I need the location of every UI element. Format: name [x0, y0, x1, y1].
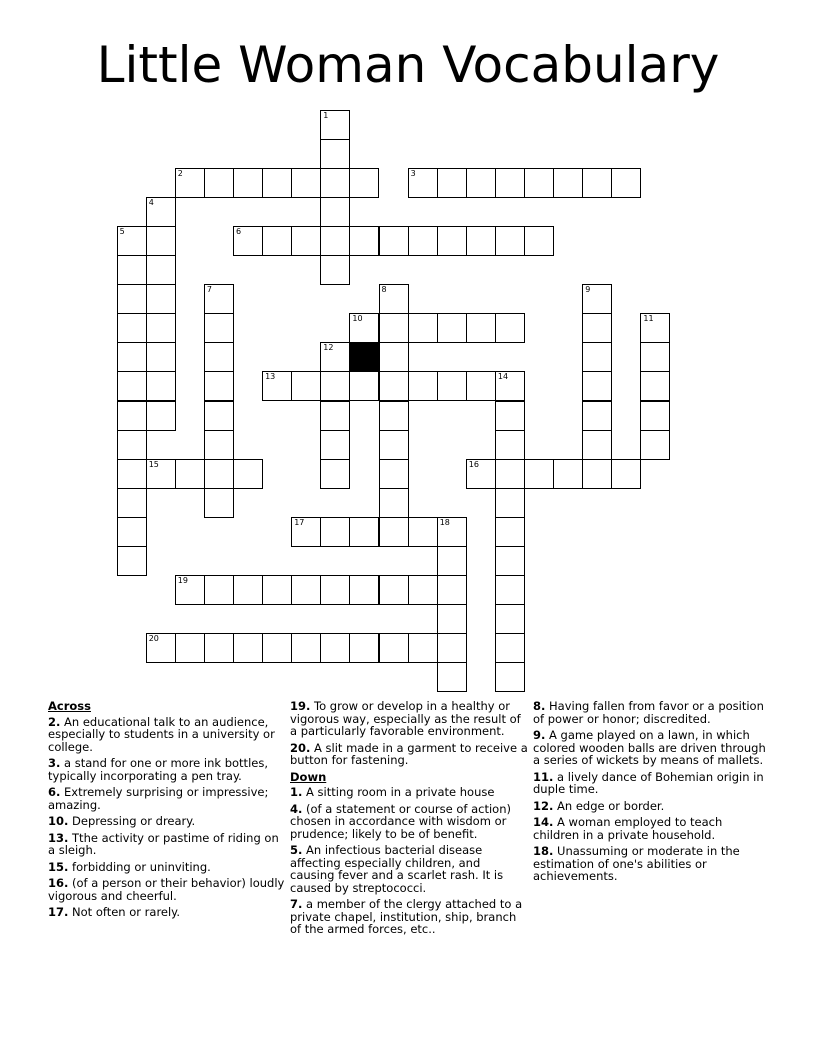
grid-cell[interactable]	[349, 226, 379, 256]
grid-cell[interactable]	[379, 633, 409, 663]
grid-cell[interactable]	[117, 226, 147, 256]
grid-cell[interactable]	[146, 459, 176, 489]
grid-cell[interactable]	[640, 313, 670, 343]
cell-number: 3	[410, 168, 416, 178]
clue-text: (of a statement or course of action) chosen in accordance with wisdom or prudence; likely to be of benefit.	[290, 801, 511, 841]
grid-cell[interactable]	[524, 226, 554, 256]
cell-number: 15	[148, 459, 159, 469]
grid-cell[interactable]	[524, 168, 554, 198]
grid-cell[interactable]	[408, 313, 438, 343]
grid-cell[interactable]	[204, 459, 234, 489]
grid-cell[interactable]	[379, 430, 409, 460]
cell-number: 8	[381, 285, 387, 295]
grid-cell[interactable]	[117, 459, 147, 489]
grid-cell[interactable]	[495, 633, 525, 663]
grid-cell[interactable]	[320, 110, 350, 140]
grid-cell[interactable]	[640, 401, 670, 431]
clue-text: Having fallen from favor or a position of power or honor; discredited.	[533, 699, 764, 726]
grid-cell[interactable]	[146, 371, 176, 401]
grid-cell[interactable]	[320, 139, 350, 169]
clue-text: To grow or develop in a healthy or vigorous way, especially as the result of a particularly favorable environment.	[290, 699, 521, 738]
grid-cell[interactable]	[204, 633, 234, 663]
grid-cell[interactable]	[582, 168, 612, 198]
across-clue	[290, 700, 528, 738]
grid-cell[interactable]	[320, 459, 350, 489]
grid-cell[interactable]	[320, 517, 350, 547]
across-clue	[290, 742, 528, 767]
cell-number: 6	[236, 226, 242, 236]
grid-cell[interactable]	[117, 371, 147, 401]
grid-cell[interactable]	[204, 430, 234, 460]
across-clue	[48, 815, 286, 828]
cell-number: 1	[323, 110, 329, 120]
down-clue	[533, 771, 769, 796]
grid-cell[interactable]	[320, 168, 350, 198]
grid-cell[interactable]	[349, 575, 379, 605]
grid-cell[interactable]	[495, 401, 525, 431]
grid-cell[interactable]	[466, 313, 496, 343]
grid-cell[interactable]	[233, 575, 263, 605]
grid-cell[interactable]	[437, 633, 467, 663]
down-clue	[290, 898, 528, 936]
clue-text: Tthe activity or pastime of riding on a sleigh.	[48, 830, 279, 857]
grid-cell[interactable]	[495, 488, 525, 518]
cell-number: 13	[265, 372, 276, 382]
cell-number: 11	[643, 314, 654, 324]
grid-cell[interactable]	[204, 284, 234, 314]
cell-number: 5	[119, 226, 125, 236]
grid-cell[interactable]	[437, 168, 467, 198]
down-clue	[290, 803, 528, 841]
grid-cell[interactable]	[204, 401, 234, 431]
clue-number: 14.	[533, 815, 554, 829]
grid-cell[interactable]	[466, 226, 496, 256]
grid-cell[interactable]	[408, 575, 438, 605]
grid-cell[interactable]	[582, 430, 612, 460]
grid-cell[interactable]	[495, 459, 525, 489]
grid-cell[interactable]	[379, 401, 409, 431]
grid-cell[interactable]	[408, 633, 438, 663]
down-clue	[533, 729, 769, 767]
clue-number: 12.	[533, 798, 554, 813]
grid-cell[interactable]	[582, 342, 612, 372]
grid-cell[interactable]	[349, 168, 379, 198]
clue-text: a lively dance of Bohemian origin in duple time.	[533, 769, 764, 796]
clue-text: An edge or border.	[553, 798, 665, 813]
puzzle-title: Little Woman Vocabulary	[96, 36, 720, 94]
grid-cell[interactable]	[437, 546, 467, 576]
grid-cell[interactable]	[611, 459, 641, 489]
grid-cell[interactable]	[495, 546, 525, 576]
cell-number: 12	[323, 343, 334, 353]
black-square	[349, 342, 379, 372]
clue-number: 8.	[533, 699, 546, 713]
grid-cell[interactable]	[640, 371, 670, 401]
grid-cell[interactable]	[117, 342, 147, 372]
grid-cell[interactable]	[175, 168, 205, 198]
across-clue	[48, 906, 286, 919]
across-heading: Across	[48, 699, 91, 713]
clue-text: Not often or rarely.	[68, 905, 181, 919]
clue-column-3	[533, 700, 769, 887]
grid-cell[interactable]	[262, 575, 292, 605]
grid-cell[interactable]	[495, 313, 525, 343]
clue-column-2	[290, 700, 528, 940]
grid-cell[interactable]	[379, 575, 409, 605]
grid-cell[interactable]	[146, 284, 176, 314]
clue-number: 19.	[290, 699, 311, 713]
grid-cell[interactable]	[117, 255, 147, 285]
grid-cell[interactable]	[320, 342, 350, 372]
grid-cell[interactable]	[495, 430, 525, 460]
grid-cell[interactable]	[117, 430, 147, 460]
grid-cell[interactable]	[408, 226, 438, 256]
grid-cell[interactable]	[233, 168, 263, 198]
grid-cell[interactable]	[320, 197, 350, 227]
clue-text: (of a person or their behavior) loudly vigorous and cheerful.	[48, 876, 285, 903]
clue-number: 1.	[290, 785, 303, 799]
clue-number: 16.	[48, 876, 69, 890]
grid-cell[interactable]	[146, 255, 176, 285]
clue-number: 5.	[290, 843, 303, 857]
grid-cell[interactable]	[117, 284, 147, 314]
grid-cell[interactable]	[291, 633, 321, 663]
down-clue	[533, 800, 769, 813]
down-clue	[290, 844, 528, 894]
grid-cell[interactable]	[233, 459, 263, 489]
clue-text: Extremely surprising or impressive; amazing.	[48, 785, 269, 812]
grid-cell[interactable]	[408, 168, 438, 198]
clue-text: A woman employed to teach children in a private household.	[533, 815, 723, 842]
grid-cell[interactable]	[117, 401, 147, 431]
grid-cell[interactable]	[408, 371, 438, 401]
clue-text: forbidding or uninviting.	[68, 859, 211, 874]
grid-cell[interactable]	[437, 313, 467, 343]
clue-text: Depressing or dreary.	[68, 814, 196, 828]
clue-number: 4.	[290, 801, 303, 816]
grid-cell[interactable]	[379, 371, 409, 401]
clue-column-1	[48, 700, 286, 923]
cell-number: 20	[148, 634, 159, 644]
grid-cell[interactable]	[233, 633, 263, 663]
grid-cell[interactable]	[146, 197, 176, 227]
clue-number: 17.	[48, 905, 69, 919]
across-clue	[48, 786, 286, 811]
grid-cell[interactable]	[320, 255, 350, 285]
grid-cell[interactable]	[495, 168, 525, 198]
grid-cell[interactable]	[437, 517, 467, 547]
grid-cell[interactable]	[291, 371, 321, 401]
grid-cell[interactable]	[146, 633, 176, 663]
clue-text: An educational talk to an audience, especially to students in a university or college.	[48, 714, 275, 754]
grid-cell[interactable]	[379, 226, 409, 256]
grid-cell[interactable]	[320, 401, 350, 431]
grid-cell[interactable]	[437, 575, 467, 605]
grid-cell[interactable]	[495, 662, 525, 692]
grid-cell[interactable]	[379, 488, 409, 518]
grid-cell[interactable]	[320, 575, 350, 605]
cell-number: 2	[177, 168, 183, 178]
grid-cell[interactable]	[204, 313, 234, 343]
grid-cell[interactable]	[146, 401, 176, 431]
across-clue	[48, 861, 286, 874]
grid-cell[interactable]	[582, 371, 612, 401]
grid-cell[interactable]	[175, 459, 205, 489]
cell-number: 4	[148, 197, 154, 207]
grid-cell[interactable]	[553, 459, 583, 489]
grid-cell[interactable]	[262, 168, 292, 198]
grid-cell[interactable]	[146, 313, 176, 343]
grid-cell[interactable]	[349, 313, 379, 343]
clue-text: A slit made in a garment to receive a button for fastening.	[290, 740, 528, 767]
cell-number: 19	[177, 576, 188, 586]
grid-cell[interactable]	[291, 575, 321, 605]
cell-number: 14	[497, 372, 509, 382]
clue-number: 11.	[533, 769, 554, 784]
grid-cell[interactable]	[262, 633, 292, 663]
grid-cell[interactable]	[408, 517, 438, 547]
cell-number: 10	[352, 314, 363, 324]
grid-cell[interactable]	[495, 575, 525, 605]
grid-cell[interactable]	[117, 313, 147, 343]
cell-number: 7	[206, 285, 212, 295]
grid-cell[interactable]	[437, 226, 467, 256]
grid-cell[interactable]	[349, 371, 379, 401]
down-clue	[290, 786, 528, 799]
grid-cell[interactable]	[437, 371, 467, 401]
grid-cell[interactable]	[437, 662, 467, 692]
grid-cell[interactable]	[466, 459, 496, 489]
grid-cell[interactable]	[349, 517, 379, 547]
clue-number: 20.	[290, 740, 311, 755]
grid-cell[interactable]	[117, 488, 147, 518]
grid-cell[interactable]	[611, 168, 641, 198]
grid-cell[interactable]	[349, 633, 379, 663]
grid-cell[interactable]	[117, 517, 147, 547]
grid-cell[interactable]	[466, 371, 496, 401]
grid-cell[interactable]	[146, 226, 176, 256]
grid-cell[interactable]	[379, 284, 409, 314]
clue-number: 6.	[48, 785, 61, 799]
down-clue	[533, 700, 769, 725]
clue-number: 2.	[48, 714, 61, 729]
grid-cell[interactable]	[524, 459, 554, 489]
grid-cell[interactable]	[175, 575, 205, 605]
grid-cell[interactable]	[495, 517, 525, 547]
grid-cell[interactable]	[495, 226, 525, 256]
grid-cell[interactable]	[320, 226, 350, 256]
clue-number: 9.	[533, 728, 546, 742]
grid-cell[interactable]	[495, 604, 525, 634]
grid-cell[interactable]	[262, 226, 292, 256]
clue-number: 15.	[48, 859, 69, 874]
grid-cell[interactable]	[146, 342, 176, 372]
grid-cell[interactable]	[175, 633, 205, 663]
across-clue	[48, 757, 286, 782]
down-clue	[533, 816, 769, 841]
grid-cell[interactable]	[495, 371, 525, 401]
cell-number: 17	[294, 517, 305, 527]
grid-cell[interactable]	[379, 459, 409, 489]
grid-cell[interactable]	[204, 371, 234, 401]
clue-number: 18.	[533, 844, 554, 858]
clue-number: 10.	[48, 814, 69, 828]
grid-cell[interactable]	[437, 604, 467, 634]
cell-number: 18	[439, 517, 450, 527]
grid-cell[interactable]	[379, 313, 409, 343]
clue-text: Unassuming or moderate in the estimation of one's abilities or achievements.	[533, 844, 740, 883]
across-clue	[48, 877, 286, 902]
grid-cell[interactable]	[640, 430, 670, 460]
grid-cell[interactable]	[291, 168, 321, 198]
grid-cell[interactable]	[320, 430, 350, 460]
grid-cell[interactable]	[582, 401, 612, 431]
across-clue	[48, 832, 286, 857]
grid-cell[interactable]	[204, 168, 234, 198]
grid-cell[interactable]	[262, 371, 292, 401]
grid-cell[interactable]	[466, 168, 496, 198]
grid-cell[interactable]	[204, 342, 234, 372]
clue-text: A game played on a lawn, in which colored wooden balls are driven through a series of wickets by means of mallets.	[533, 728, 766, 767]
grid-cell[interactable]	[291, 226, 321, 256]
clue-text: An infectious bacterial disease affecting especially children, and causing fever and a scarlet rash. It is caused by streptococci.	[290, 843, 504, 895]
grid-cell[interactable]	[640, 342, 670, 372]
across-clue	[48, 716, 286, 754]
clue-number: 13.	[48, 830, 69, 845]
grid-cell[interactable]	[553, 168, 583, 198]
grid-cell[interactable]	[117, 546, 147, 576]
grid-cell[interactable]	[291, 517, 321, 547]
grid-cell[interactable]	[204, 488, 234, 518]
grid-cell[interactable]	[320, 371, 350, 401]
clue-text: a stand for one or more ink bottles, typically incorporating a pen tray.	[48, 756, 268, 783]
clue-number: 3.	[48, 756, 61, 770]
down-clue	[533, 845, 769, 883]
grid-cell[interactable]	[204, 575, 234, 605]
grid-cell[interactable]	[379, 517, 409, 547]
cell-number: 9	[585, 285, 591, 295]
grid-cell[interactable]	[233, 226, 263, 256]
clue-number: 7.	[290, 897, 303, 911]
grid-cell[interactable]	[379, 342, 409, 372]
clue-text: A sitting room in a private house	[302, 785, 495, 799]
grid-cell[interactable]	[582, 313, 612, 343]
cell-number: 16	[468, 459, 479, 469]
down-heading: Down	[290, 769, 327, 784]
clue-text: a member of the clergy attached to a private chapel, institution, ship, branch of the armed forces, etc..	[290, 897, 523, 936]
grid-cell[interactable]	[320, 633, 350, 663]
grid-cell[interactable]	[582, 459, 612, 489]
grid-cell[interactable]	[582, 284, 612, 314]
